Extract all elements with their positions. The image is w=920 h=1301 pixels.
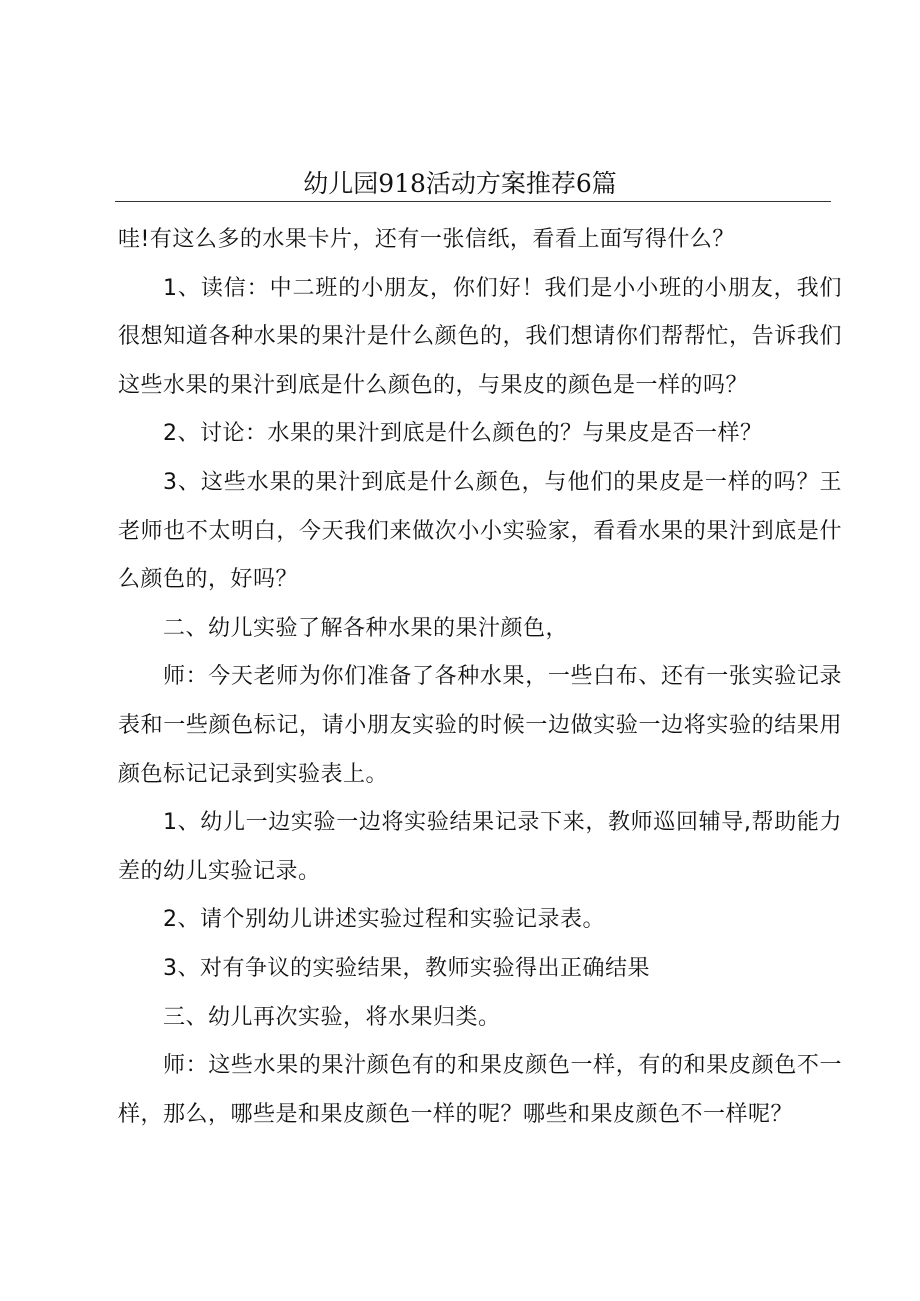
paragraph-9: 三、幼儿再次实验，将水果归类。 <box>163 1004 501 1030</box>
paragraph-0: 哇!有这么多的水果卡片，还有一张信纸，看看上面写得什么？ <box>118 227 735 252</box>
paragraph-1: 1、读信：中二班的小朋友，你们好！我们是小小班的小朋友，我们很想知道各种水果的果汁是什么颜色的，我们想请你们帮帮忙，告诉我们这些水果的果汁到底是什么颜色的，与果皮的颜色是一样的吗？ <box>118 275 842 398</box>
document-body <box>118 216 842 1139</box>
paragraph-4: 二、幼儿实验了解各种水果的果汁颜色， <box>163 615 569 641</box>
title-underline <box>115 201 831 202</box>
document-title: 幼儿园918活动方案推荐6篇 <box>303 169 617 198</box>
paragraph-6: 1、幼儿一边实验一边将实验结果记录下来，教师巡回辅导,帮助能力差的幼儿实验记录。 <box>118 810 842 884</box>
paragraph-3: 3、这些水果的果汁到底是什么颜色，与他们的果皮是一样的吗？王老师也不太明白，今天我们来做次小小实验家，看看水果的果汁到底是什么颜色的，好吗？ <box>118 469 842 593</box>
paragraph-5: 师：今天老师为你们准备了各种水果，一些白布、还有一张实验记录表和一些颜色标记，请小朋友实验的时候一边做实验一边将实验的结果用颜色标记记录到实验表上。 <box>118 664 842 787</box>
paragraph-7: 2、请个别幼儿讲述实验过程和实验记录表。 <box>163 907 605 933</box>
paragraph-8: 3、对有争议的实验结果，教师实验得出正确结果 <box>163 955 650 981</box>
paragraph-2: 2、讨论：水果的果汁到底是什么颜色的？与果皮是否一样？ <box>163 421 763 447</box>
paragraph-10: 师：这些水果的果汁颜色有的和果皮颜色一样，有的和果皮颜色不一样，那么，哪些是和果皮颜色一样的呢？哪些和果皮颜色不一样呢？ <box>118 1053 842 1127</box>
